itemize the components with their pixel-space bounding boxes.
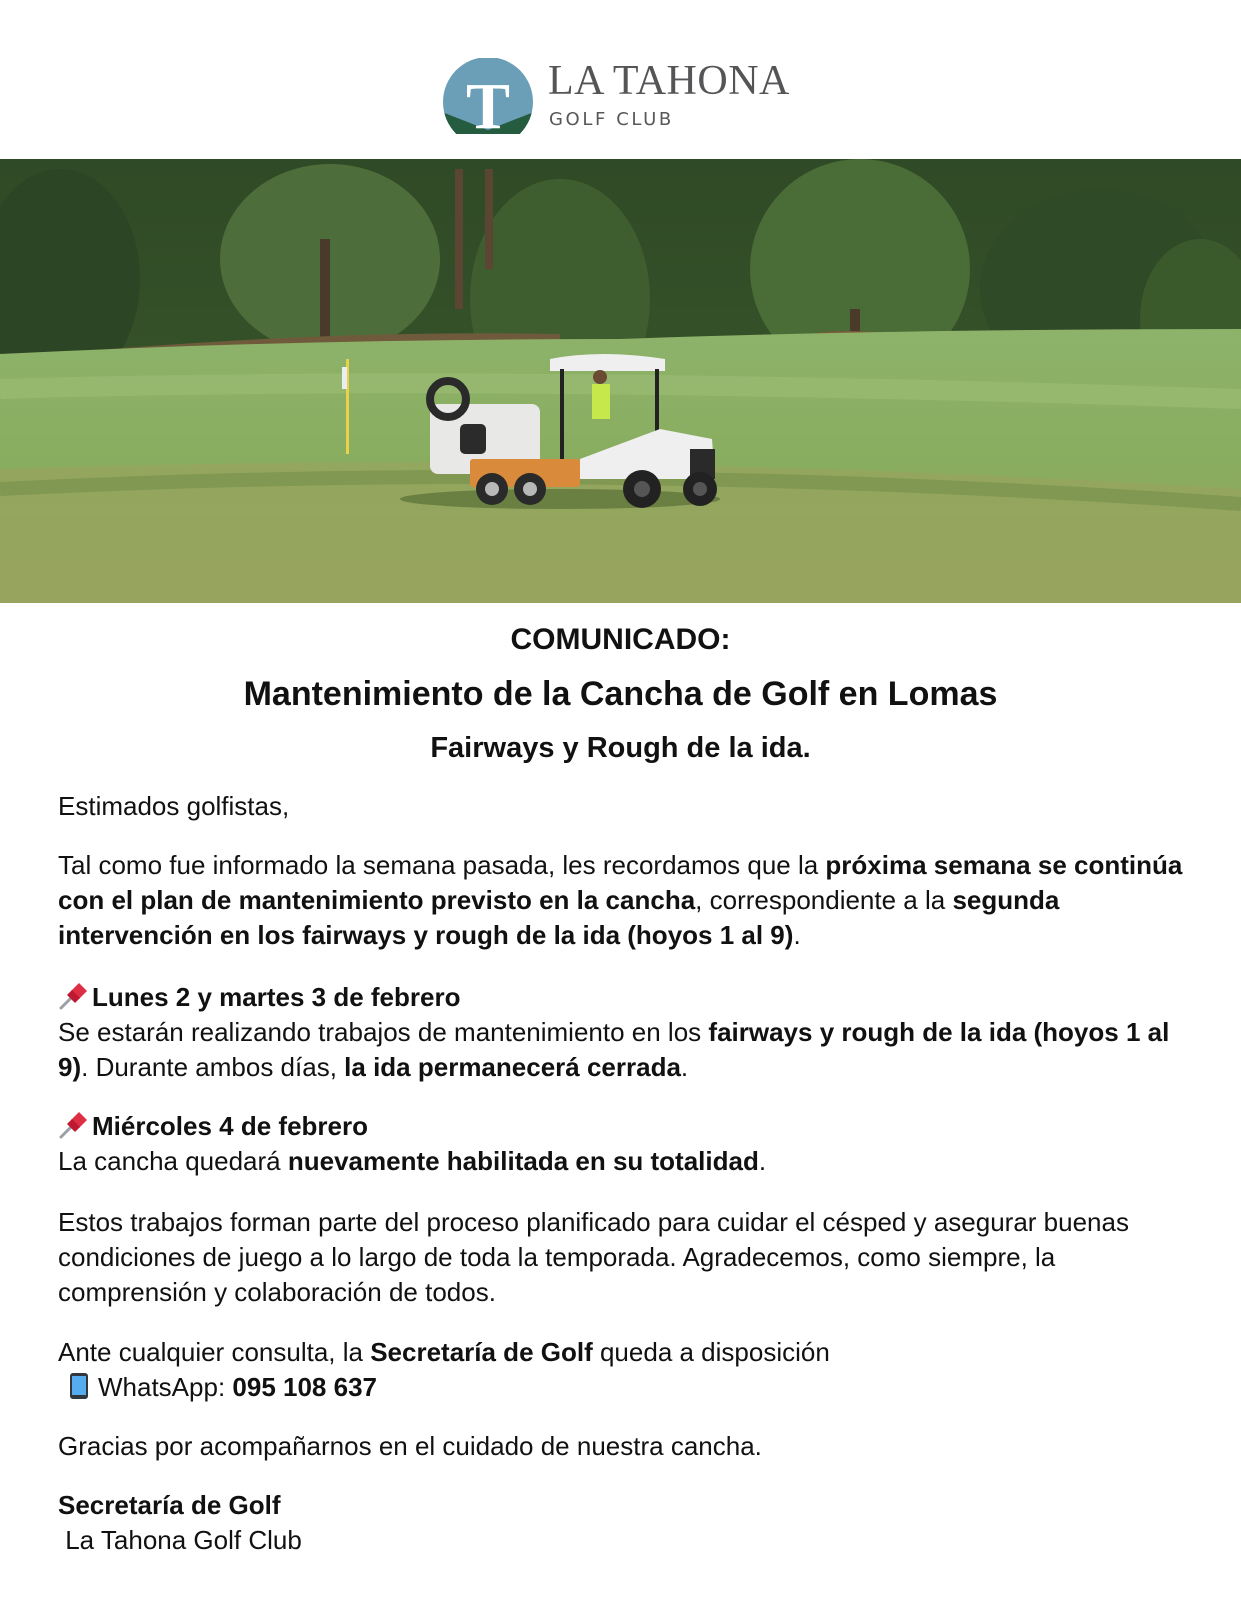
contact-text: Ante cualquier consulta, la [58,1337,371,1367]
closing-text: Estos trabajos forman parte del proceso planificado para cuidar el césped y asegurar buenas condiciones de juego a lo largo de toda la temporada. Agradecemos, como siempre, la comprensión y colaboración de todos. [58,1207,1129,1307]
hero-image [0,159,1241,603]
intro-text: . [793,920,801,950]
club-subtitle: GOLF CLUB [549,109,674,130]
greeting-text: Estimados golfistas, [58,791,290,821]
schedule-date: Lunes 2 y martes 3 de febrero [92,982,461,1012]
intro-text: Tal como fue informado la semana pasada, les recordamos que la [58,850,826,880]
golf-course-maintenance-photo [0,159,1241,603]
club-logo [440,56,810,140]
schedule-text: . [758,1146,767,1176]
contact-text: queda a disposición [592,1337,830,1367]
signature [58,1488,1198,1558]
schedule-date: Miércoles 4 de febrero [92,1111,368,1141]
schedule-text: Se estarán realizando trabajos de mantenimiento en los [58,1017,709,1047]
schedule-emphasis: nuevamente habilitada en su totalidad [287,1146,759,1176]
signature-club: La Tahona Golf Club [58,1525,302,1555]
schedule-item-wednesday [58,1109,1198,1179]
thanks-paragraph [58,1429,1198,1464]
schedule-emphasis: la ida permanecerá cerrada [344,1052,681,1082]
schedule-text: La cancha quedará [58,1146,288,1176]
intro-emphasis: próxima semana se continúa con el plan de mantenimiento previsto en la cancha [58,850,1183,915]
intro-paragraph [58,848,1198,953]
page-subtitle: Fairways y Rough de la ida. [430,732,811,764]
svg-text:T: T [465,70,511,138]
greeting [58,789,1198,824]
schedule-text: . [680,1052,689,1082]
closing-paragraph [58,1205,1198,1310]
schedule-text: . Durante ambos días, [81,1052,345,1082]
whatsapp-number: 095 108 637 [232,1372,377,1402]
schedule-emphasis: fairways y rough de la ida (hoyos 1 al 9) [58,1017,1170,1082]
announcement-label: COMUNICADO: [510,623,731,656]
intro-text: , correspondiente a la [695,885,953,915]
contact-paragraph [58,1335,1198,1405]
signature-department: Secretaría de Golf [58,1490,281,1520]
letter-t-circle-logo-icon [442,58,534,138]
pushpin-icon [58,982,88,1010]
contact-emphasis: Secretaría de Golf [370,1337,593,1367]
intro-emphasis: segunda intervención en los fairways y rough de la ida (hoyos 1 al 9) [58,885,1060,950]
pushpin-icon [58,1111,88,1139]
page-title: Mantenimiento de la Cancha de Golf en Lomas [243,675,998,713]
whatsapp-label: WhatsApp: [98,1372,233,1402]
schedule-item-monday-tuesday [58,980,1198,1085]
club-name: LA TAHONA [548,58,790,104]
thanks-text: Gracias por acompañarnos en el cuidado de nuestra cancha. [58,1431,762,1461]
mobile-phone-icon [68,1372,90,1400]
